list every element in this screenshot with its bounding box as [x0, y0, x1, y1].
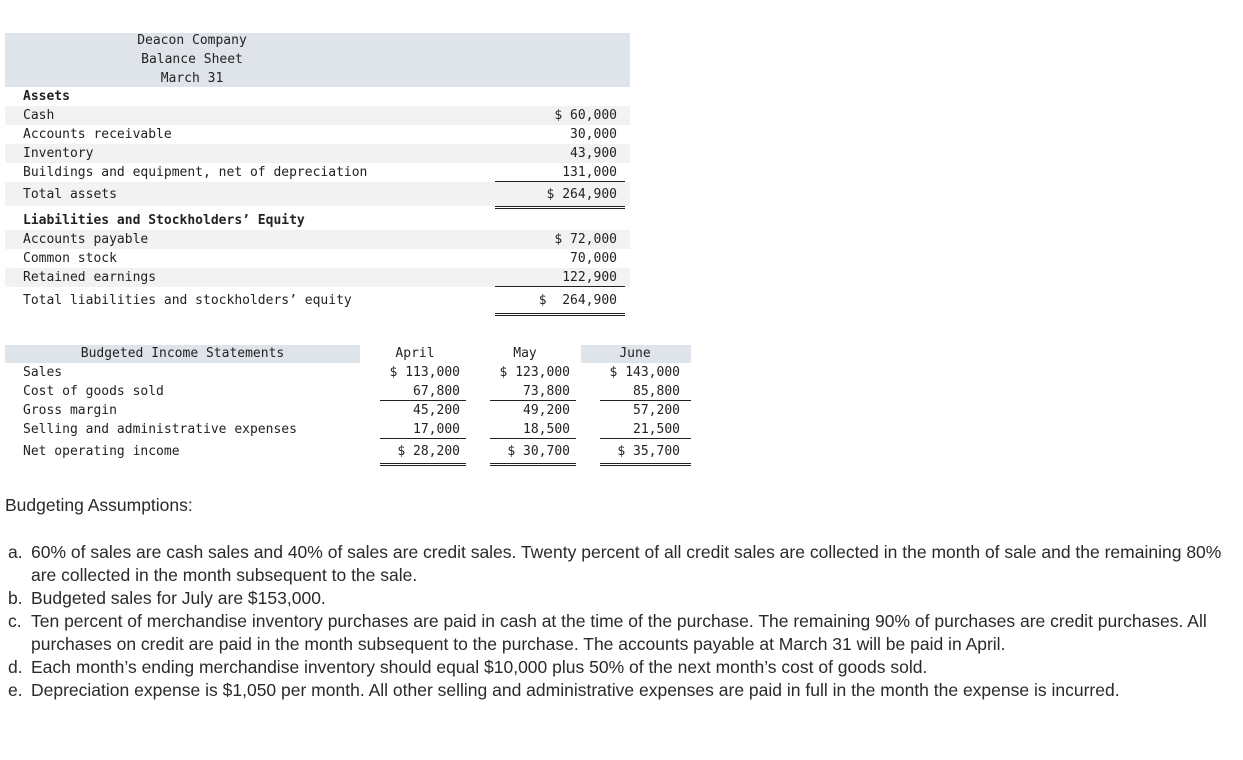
assumptions-title: Budgeting Assumptions: [5, 495, 193, 515]
sga-label: Selling and administrative expenses [23, 422, 297, 437]
underline [380, 382, 466, 401]
assumption-item [5, 587, 1235, 610]
double-underline [495, 287, 625, 316]
total-liabilities-value: $ 264,900 [538, 293, 617, 308]
ap-value: $ 72,000 [554, 232, 617, 247]
income-header-row [5, 345, 691, 363]
gross-margin-row [5, 401, 691, 420]
sales-label: Sales [23, 365, 63, 380]
net-income-row [5, 439, 691, 463]
sales-june: $ 143,000 [609, 365, 680, 380]
income-title: Budgeted Income Statements [80, 346, 285, 361]
cogs-label: Cost of goods sold [23, 384, 164, 399]
item-text: 60% of sales are cash sales and 40% of sales are credit sales. Twenty percent of all credit sales are collected in the month of sale and the remaining 80% are collected in the month subsequent to the sale. [31, 542, 1222, 585]
sga-may: 18,500 [523, 422, 570, 437]
item-letter: a. [8, 542, 23, 562]
item-text: Depreciation expense is $1,050 per month. All other selling and administrative expenses are paid in full in the month the expense is incurred. [31, 680, 1120, 700]
income-statements [5, 345, 691, 463]
item-letter: c. [8, 611, 22, 631]
underline [495, 268, 625, 287]
common-stock-value: 70,000 [570, 251, 617, 266]
inventory-value: 43,900 [570, 146, 617, 161]
inventory-row [5, 144, 630, 163]
sales-row [5, 363, 691, 382]
cogs-june: 85,800 [633, 384, 680, 399]
underline [600, 382, 691, 401]
item-text: Each month’s ending merchandise inventory should equal $10,000 plus 50% of the next month’s cost of goods sold. [31, 657, 928, 677]
double-underline [600, 439, 691, 466]
cash-label: Cash [23, 108, 55, 123]
underline [495, 163, 625, 182]
underline [490, 420, 576, 439]
ar-row [5, 125, 630, 144]
gross-margin-label: Gross margin [23, 403, 117, 418]
cash-value: $ 60,000 [554, 108, 617, 123]
cogs-may: 73,800 [523, 384, 570, 399]
net-income-june: $ 35,700 [617, 444, 680, 459]
cash-row [5, 106, 630, 125]
item-text: Budgeted sales for July are $153,000. [31, 588, 326, 608]
gross-margin-june: 57,200 [633, 403, 680, 418]
inventory-label: Inventory [23, 146, 94, 161]
net-income-label: Net operating income [23, 444, 180, 459]
total-liabilities-row [5, 287, 630, 313]
assumption-item [5, 610, 1235, 656]
buildings-value: 131,000 [562, 165, 617, 180]
statement-date: March 31 [160, 71, 224, 86]
liabilities-heading: Liabilities and Stockholders’ Equity [23, 213, 305, 228]
gross-margin-april: 45,200 [413, 403, 460, 418]
item-text: Ten percent of merchandise inventory purchases are paid in cash at the time of the purchase. The remaining 90% of purchases are credit purchases. All purchases on credit are paid in the month subsequent to the purchase. The accounts payable at March 31 will be paid in April. [31, 611, 1207, 654]
statement-title: Balance Sheet [141, 52, 243, 67]
underline [380, 420, 466, 439]
assets-heading: Assets [23, 89, 70, 104]
budgeting-assumptions [5, 494, 1235, 702]
item-letter: b. [8, 588, 23, 608]
double-underline [380, 439, 466, 466]
net-income-april: $ 28,200 [397, 444, 460, 459]
buildings-label: Buildings and equipment, net of depreciation [23, 165, 368, 180]
item-letter: d. [8, 657, 23, 677]
net-income-may: $ 30,700 [507, 444, 570, 459]
sales-april: $ 113,000 [389, 365, 460, 380]
assumption-item [5, 656, 1235, 679]
cogs-april: 67,800 [413, 384, 460, 399]
total-assets-row [5, 182, 630, 206]
ar-label: Accounts receivable [23, 127, 172, 142]
item-letter: e. [8, 680, 23, 700]
assets-heading-row [5, 87, 630, 106]
common-stock-row [5, 249, 630, 268]
assumption-item [5, 679, 1235, 702]
retained-earnings-row [5, 268, 630, 287]
common-stock-label: Common stock [23, 251, 117, 266]
sga-april: 17,000 [413, 422, 460, 437]
total-liabilities-label: Total liabilities and stockholders’ equity [23, 293, 352, 308]
month-april: April [395, 346, 435, 361]
underline [490, 382, 576, 401]
sales-may: $ 123,000 [499, 365, 570, 380]
double-underline [495, 182, 625, 209]
cogs-row [5, 382, 691, 401]
double-underline [490, 439, 576, 466]
total-assets-value: $ 264,900 [546, 187, 617, 202]
buildings-row [5, 163, 630, 182]
sga-june: 21,500 [633, 422, 680, 437]
balance-sheet [5, 33, 630, 313]
gross-margin-may: 49,200 [523, 403, 570, 418]
month-may: May [513, 346, 537, 361]
sga-row [5, 420, 691, 439]
assumption-item [5, 541, 1235, 587]
balance-sheet-header [5, 33, 630, 87]
ap-label: Accounts payable [23, 232, 149, 247]
assumptions-list [5, 541, 1235, 702]
underline [600, 420, 691, 439]
retained-earnings-label: Retained earnings [23, 270, 157, 285]
retained-earnings-value: 122,900 [562, 270, 617, 285]
ap-row [5, 230, 630, 249]
month-june: June [619, 346, 651, 361]
liabilities-heading-row [5, 211, 630, 230]
ar-value: 30,000 [570, 127, 617, 142]
total-assets-label: Total assets [23, 187, 117, 202]
company-name: Deacon Company [137, 33, 247, 48]
